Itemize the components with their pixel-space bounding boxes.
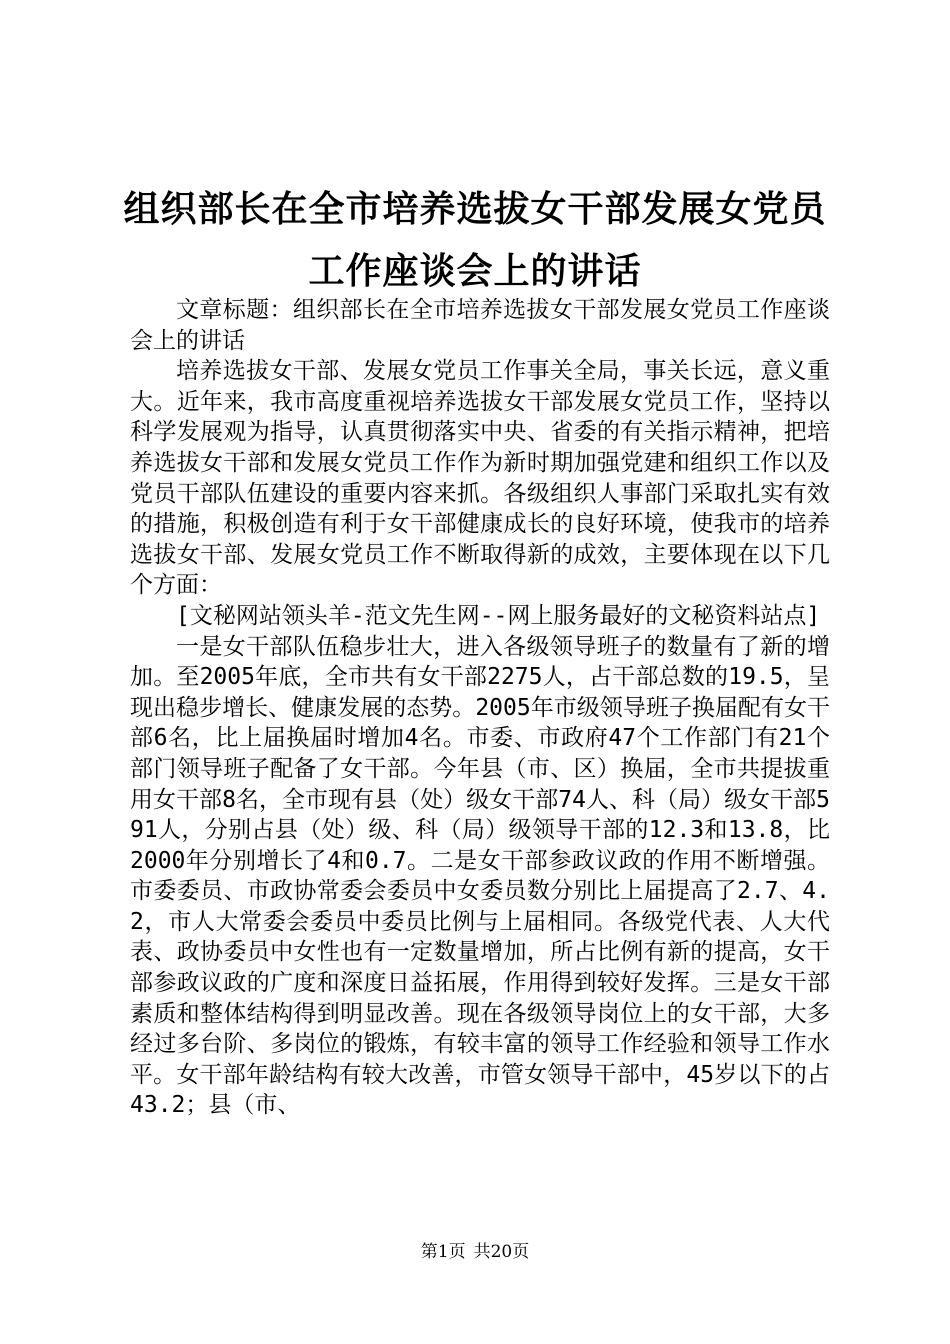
intro-paragraph: 培养选拔女干部、发展女党员工作事关全局，事关长远，意义重大。近年来，我市高度重视培养选拔女干部发展女党员工作，坚持以科学发展观为指导，认真贯彻落实中央、省委的有关指示精神，把培养选拔女干部和发展女党员工作作为新时期加强党建和组织工作以及党员干部队伍建设的重要内容来抓。各级组织人事部门采取扎实有效的措施，积极创造有利于女干部健康成长的良好环境，使我市的培养选拔女干部、发展女党员工作不断取得新的成效，主要体现在以下几个方面： bbox=[130, 358, 830, 599]
page-number: 第1页 bbox=[420, 1242, 466, 1262]
article-title-paragraph: 文章标题：组织部长在全市培养选拔女干部发展女党员工作座谈会上的讲话 bbox=[130, 297, 830, 354]
achievements-paragraph: 一是女干部队伍稳步壮大，进入各级领导班子的数量有了新的增加。至2005年底，全市共有女干部2275人，占干部总数的19.5，呈现出稳步增长、健康发展的态势。2005年市级领导班子换届配有女干部6名，比上届换届时增加4名。市委、市政府47个工作部门有21个部门领导班子配备了女干部。今年县（市、区）换届，全市共提拔重用女干部8名，全市现有县（处）级女干部74人、科（局）级女干部591人，分别占县（处）级、科（局）级领导干部的12.3和13.8，比2000年分别增长了4和0.7。二是女干部参政议政的作用不断增强。市委委员、市政协常委会委员中女委员数分别比上届提高了2.7、4.2，市人大常委会委员中委员比例与上届相同。各级党代表、人大代表、政协委员中女性也有一定数量增加，所占比例有新的提高，女干部参政议政的广度和深度日益拓展，作用得到较好发挥。三是女干部素质和整体结构得到明显改善。现在各级领导岗位上的女干部，大多经过多台阶、多岗位的锻炼，有较丰富的领导工作经验和领导工作水平。女干部年龄结构有较大改善，市管女领导干部中，45岁以下的占43.2；县（市、 bbox=[130, 633, 830, 1119]
document-body bbox=[130, 295, 830, 1121]
page-total: 共20页 bbox=[473, 1242, 530, 1262]
source-note-paragraph: [文秘网站领头羊-范文先生网--网上服务最好的文秘资料站点] bbox=[176, 602, 821, 629]
page-footer bbox=[0, 1240, 950, 1264]
document-title: 组织部长在全市培养选拔女干部发展女党员工作座谈会上的讲话 bbox=[123, 188, 827, 292]
